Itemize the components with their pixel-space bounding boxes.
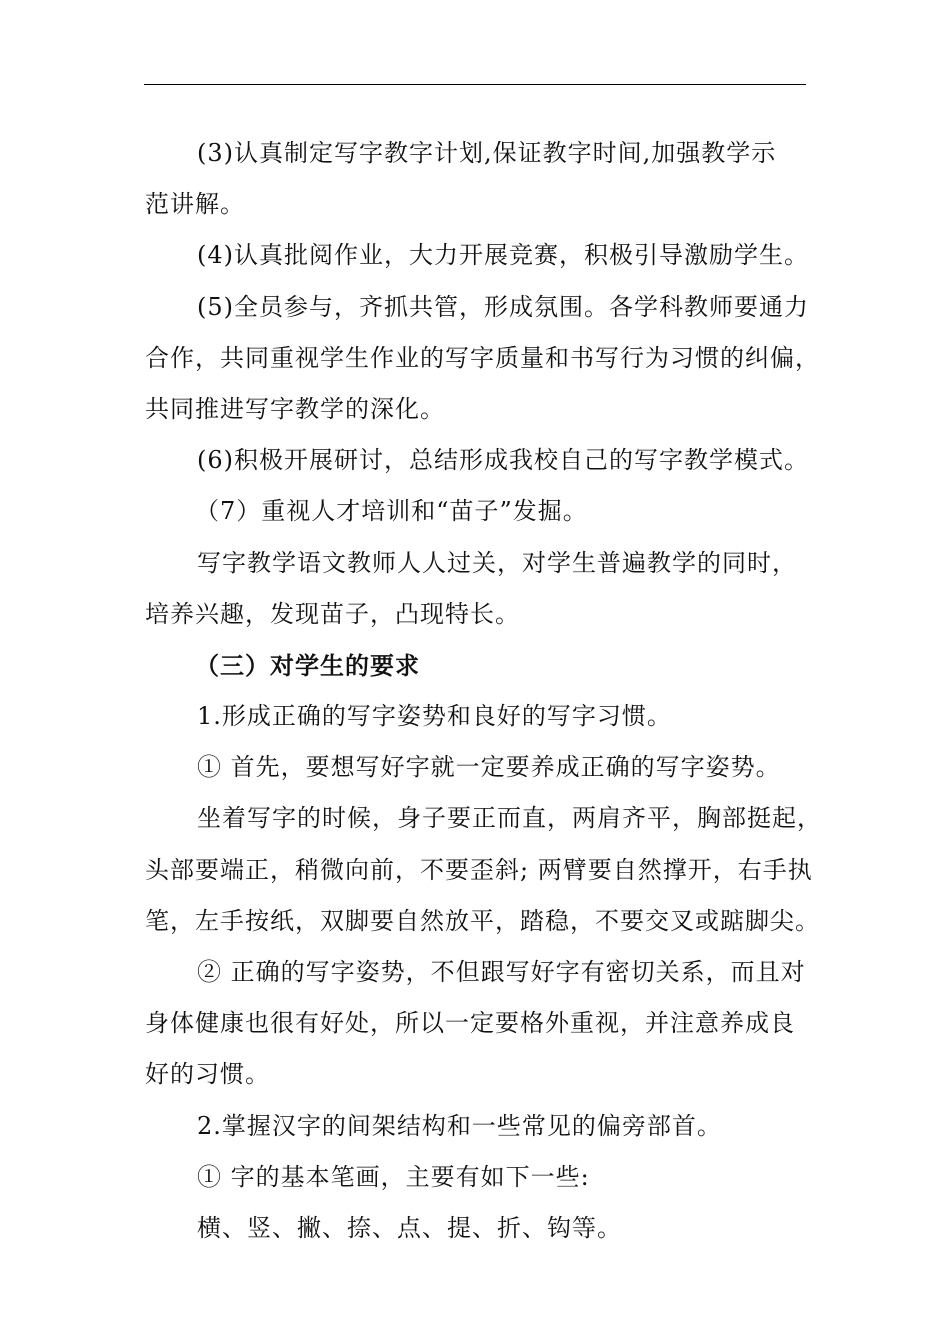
paragraph-line: 合作，共同重视学生作业的写字质量和书写行为习惯的纠偏， bbox=[145, 343, 820, 372]
paragraph-line: 笔，左手按纸，双脚要自然放平，踏稳，不要交叉或踮脚尖。 bbox=[145, 906, 820, 935]
paragraph-line: 1.形成正确的写字姿势和良好的写字习惯。 bbox=[197, 702, 672, 731]
paragraph-line: (4)认真批阅作业，大力开展竞赛，积极引导激励学生。 bbox=[197, 241, 809, 270]
paragraph-line: 坐着写字的时候，身子要正而直，两肩齐平，胸部挺起， bbox=[197, 804, 822, 833]
paragraph-line: (3)认真制定写字教字计划,保证教字时间,加强教学示 bbox=[197, 139, 777, 167]
section-heading: （三）对学生的要求 bbox=[195, 650, 420, 680]
paragraph-line: （7）重视人才培训和“苗子”发掘。 bbox=[195, 497, 588, 526]
paragraph-line: (6)积极开展研讨，总结形成我校自己的写字教学模式。 bbox=[197, 446, 809, 475]
paragraph-line: 头部要端正，稍微向前，不要歪斜; 两臂要自然撑开，右手执 bbox=[145, 855, 813, 884]
paragraph-line: (5)全员参与，齐抓共管，形成氛围。各学科教师要通力 bbox=[197, 292, 809, 321]
paragraph-line: 身体健康也很有好处，所以一定要格外重视，并注意养成良 bbox=[145, 1009, 795, 1038]
paragraph-line: 共同推进写字教学的深化。 bbox=[145, 394, 445, 423]
paragraph-line: ① 字的基本笔画，主要有如下一些: bbox=[197, 1162, 590, 1191]
paragraph-line: 2.掌握汉字的间架结构和一些常见的偏旁部首。 bbox=[197, 1111, 722, 1140]
header-rule bbox=[144, 84, 806, 85]
paragraph-line: 好的习惯。 bbox=[145, 1060, 270, 1089]
paragraph-line: 写字教学语文教师人人过关，对学生普遍教学的同时， bbox=[197, 548, 797, 577]
document-body bbox=[145, 128, 822, 1254]
paragraph-line: 培养兴趣，发现苗子，凸现特长。 bbox=[145, 599, 520, 628]
paragraph-line: 范讲解。 bbox=[145, 190, 245, 219]
paragraph-line: 横、竖、撇、捺、点、提、折、钩等。 bbox=[197, 1213, 622, 1242]
paragraph-line: ② 正确的写字姿势，不但跟写好字有密切关系，而且对 bbox=[197, 958, 806, 986]
paragraph-line: ① 首先，要想写好字就一定要养成正确的写字姿势。 bbox=[197, 753, 781, 782]
